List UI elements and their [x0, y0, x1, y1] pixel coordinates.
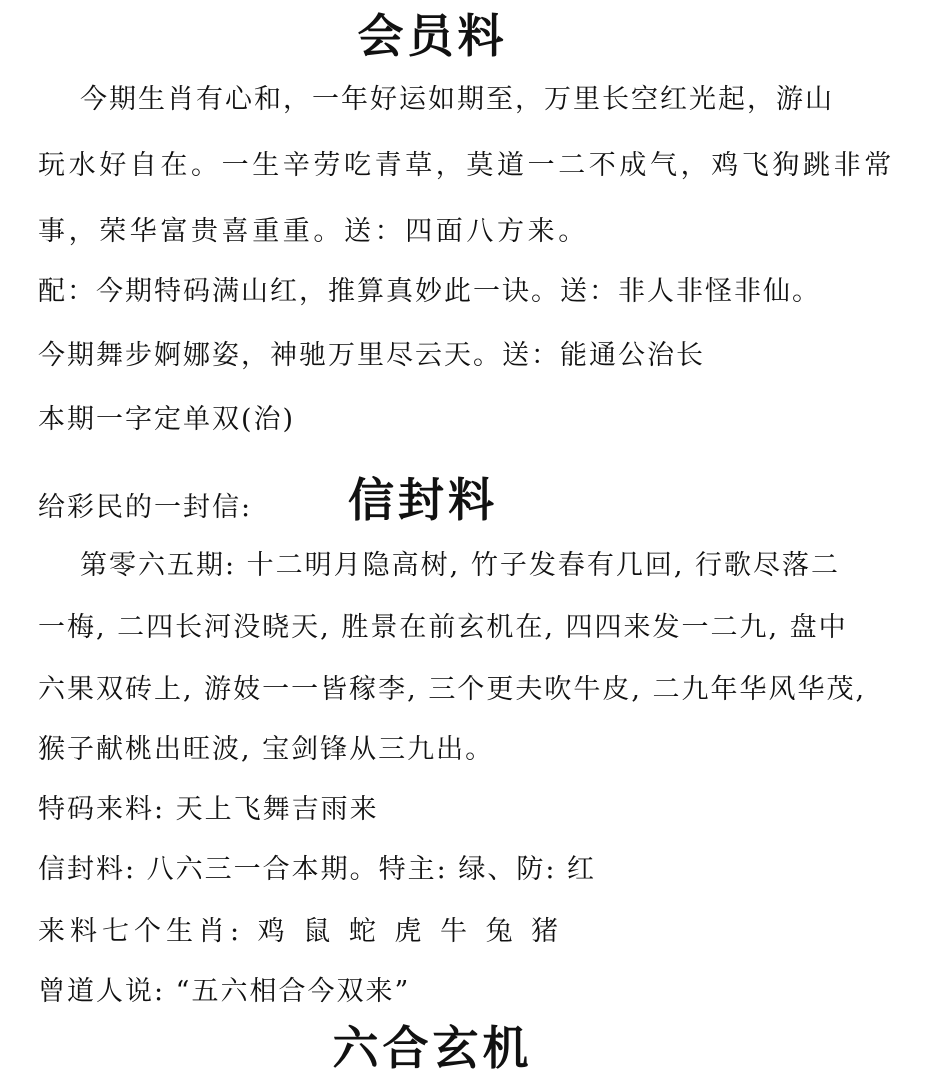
extra-line: 今期舞步婀娜姿，神驰万里尽云天。送：能通公治长	[38, 340, 705, 371]
pair-line: 配：今期特码满山红，推算真妙此一诀。送：非人非怪非仙。	[38, 276, 821, 307]
letter-heading-row	[38, 472, 898, 532]
section-title-member: 会员料	[357, 9, 508, 63]
single-double-line: 本期一字定单双(治)	[38, 404, 296, 435]
envelope-line: 信封料: 八六三一合本期。特主: 绿、防: 红	[38, 854, 597, 885]
section-title-envelope: 信封料	[348, 473, 498, 527]
poem-line-1: 今期生肖有心和，一年好运如期至，万里长空红光起，游山	[80, 84, 834, 115]
zodiac-line: 来料七个生肖: 鸡 鼠 蛇 虎 牛 兔 猪	[38, 916, 564, 947]
special-code-line: 特码来料: 天上飞舞吉雨来	[38, 794, 379, 825]
riddle-line-1: 第零六五期: 十二明月隐高树, 竹子发春有几回, 行歌尽落二	[80, 550, 841, 581]
riddle-line-3: 六果双砖上, 游妓一一皆稼李, 三个更夫吹牛皮, 二九年华风华茂,	[38, 674, 867, 705]
riddle-line-4: 猴子献桃出旺波, 宝剑锋从三九出。	[38, 734, 495, 765]
letter-intro: 给彩民的一封信:	[38, 492, 253, 523]
riddle-line-2: 一梅, 二四长河没晓天, 胜景在前玄机在, 四四来发一二九, 盘中	[38, 612, 848, 643]
quote-line: 曾道人说: “五六相合今双来”	[38, 976, 411, 1007]
section-title-liuhe: 六合玄机	[332, 1021, 533, 1075]
poem-line-2: 玩水好自在。一生辛劳吃青草，莫道一二不成气，鸡飞狗跳非常	[38, 150, 895, 181]
poem-line-3: 事，荣华富贵喜重重。送：四面八方来。	[38, 216, 589, 247]
